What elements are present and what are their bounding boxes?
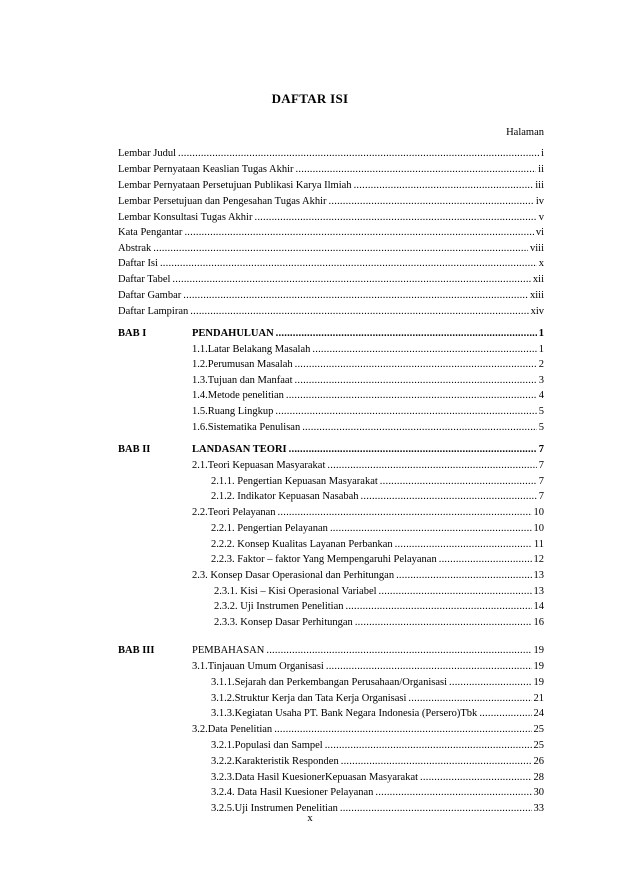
toc-entry[interactable]: [211, 676, 544, 690]
toc-entry-label: Daftar Gambar: [118, 290, 182, 301]
toc-entry-page: v: [538, 212, 544, 223]
toc-entry[interactable]: [118, 273, 544, 287]
toc-entry-page: 7: [538, 444, 544, 455]
toc-entry-page: 2: [538, 359, 544, 370]
toc-entry-page: viii: [529, 243, 544, 254]
toc-entry-label: 2.1.1. Pengertian Kepuasan Masyarakat: [211, 476, 378, 487]
toc-entry[interactable]: [214, 600, 544, 614]
toc-entry[interactable]: [214, 616, 544, 630]
toc-entry-label: Abstrak: [118, 243, 152, 254]
toc-entry[interactable]: [192, 405, 544, 419]
toc-entry-page: 30: [533, 787, 544, 798]
toc-entry-page: 28: [533, 772, 544, 783]
toc-entry[interactable]: [192, 374, 544, 388]
toc-entry[interactable]: [192, 660, 544, 674]
toc-entry[interactable]: [118, 257, 544, 271]
toc-entry[interactable]: [118, 242, 544, 256]
toc-entry[interactable]: [118, 305, 544, 319]
toc-entry[interactable]: [211, 786, 544, 800]
toc-entry-label: 2.3. Konsep Dasar Operasional dan Perhitungan: [192, 570, 395, 581]
toc-entry[interactable]: [214, 585, 544, 599]
dot-leader: [439, 553, 532, 567]
toc-entry-page: 21: [533, 693, 544, 704]
toc-entry[interactable]: [192, 569, 544, 583]
toc-entry-label: Lembar Persetujuan dan Pengesahan Tugas Akhir: [118, 196, 327, 207]
dot-leader: [153, 242, 528, 256]
toc-entry[interactable]: [192, 358, 544, 372]
toc-entry-page: 11: [533, 539, 544, 550]
toc-entry[interactable]: [211, 739, 544, 753]
toc-entry-page: 13: [533, 570, 544, 581]
toc-entry-label: 3.2.5.Uji Instrumen Penelitian: [211, 803, 338, 814]
toc-entry[interactable]: [211, 538, 544, 552]
toc-entry[interactable]: [192, 459, 544, 473]
chapter-heading-entry[interactable]: [192, 644, 544, 658]
toc-entry-page: 14: [533, 601, 544, 612]
toc-entry-label: LANDASAN TEORI: [192, 444, 287, 455]
halaman-label: Halaman: [506, 127, 544, 138]
toc-entry-label: 2.3.2. Uji Instrumen Penelitian: [214, 601, 344, 612]
toc-entry-label: 3.1.3.Kegiatan Usaha PT. Bank Negara Indonesia (Persero)Tbk: [211, 708, 478, 719]
chapter-heading-entry[interactable]: [192, 443, 544, 457]
dot-leader: [449, 676, 532, 690]
toc-entry[interactable]: [211, 771, 544, 785]
toc-entry-page: 10: [533, 523, 544, 534]
dot-leader: [408, 692, 531, 706]
toc-entry[interactable]: [211, 475, 544, 489]
toc-entry[interactable]: [211, 707, 544, 721]
toc-entry-label: 2.2.3. Faktor – faktor Yang Mempengaruhi Pelayanan: [211, 554, 437, 565]
toc-entry-label: Lembar Pernyataan Persetujuan Publikasi Karya Ilmiah: [118, 180, 352, 191]
dot-leader: [325, 739, 532, 753]
toc-entry[interactable]: [211, 522, 544, 536]
page-number: x: [307, 813, 313, 824]
dot-leader: [172, 273, 530, 287]
chapter-label: BAB I: [118, 328, 147, 339]
toc-entry-label: 3.1.2.Struktur Kerja dan Tata Kerja Organisasi: [211, 693, 407, 704]
dot-leader: [274, 723, 531, 737]
dot-leader: [379, 585, 532, 599]
dot-leader: [266, 644, 531, 658]
toc-entry-page: 7: [538, 491, 544, 502]
dot-leader: [295, 374, 537, 388]
toc-entry[interactable]: [192, 723, 544, 737]
toc-entry-page: 12: [533, 554, 544, 565]
toc-entry-page: 26: [533, 756, 544, 767]
toc-entry-page: 7: [538, 476, 544, 487]
toc-entry-page: 1: [538, 328, 544, 339]
toc-entry-label: 3.2.Data Penelitian: [192, 724, 273, 735]
toc-entry-page: 5: [538, 406, 544, 417]
dot-leader: [184, 226, 533, 240]
dot-leader: [380, 475, 537, 489]
toc-entry-page: 1: [538, 344, 544, 355]
toc-entry-label: 1.2.Perumusan Masalah: [192, 359, 293, 370]
dot-leader: [312, 343, 536, 357]
toc-entry-label: 2.2.1. Pengertian Pelayanan: [211, 523, 328, 534]
toc-entry[interactable]: [211, 692, 544, 706]
toc-entry-page: 19: [533, 677, 544, 688]
toc-entry-page: ii: [538, 164, 544, 175]
dot-leader: [296, 163, 537, 177]
toc-entry-label: 1.3.Tujuan dan Manfaat: [192, 375, 293, 386]
toc-entry[interactable]: [118, 195, 544, 209]
toc-entry-page: 25: [533, 740, 544, 751]
toc-entry-label: Daftar Lampiran: [118, 306, 189, 317]
toc-entry-label: 2.3.3. Konsep Dasar Perhitungan: [214, 617, 353, 628]
toc-entry-label: PEMBAHASAN: [192, 645, 265, 656]
toc-entry-label: 2.3.1. Kisi – Kisi Operasional Variabel: [214, 586, 377, 597]
dot-leader: [286, 389, 537, 403]
dot-leader: [330, 522, 532, 536]
dot-leader: [420, 771, 531, 785]
dot-leader: [479, 707, 531, 721]
dot-leader: [345, 600, 531, 614]
toc-entry-page: 3: [538, 375, 544, 386]
chapter-label: BAB II: [118, 444, 151, 455]
toc-entry-label: Lembar Konsultasi Tugas Akhir: [118, 212, 253, 223]
toc-entry-label: 3.2.1.Populasi dan Sampel: [211, 740, 323, 751]
toc-entry-page: xii: [532, 274, 544, 285]
toc-entry-label: 3.2.4. Data Hasil Kuesioner Pelayanan: [211, 787, 374, 798]
toc-entry-page: 13: [533, 586, 544, 597]
toc-entry-label: Daftar Isi: [118, 258, 158, 269]
toc-entry[interactable]: [211, 553, 544, 567]
dot-leader: [395, 538, 532, 552]
dot-leader: [327, 459, 536, 473]
dot-leader: [275, 405, 536, 419]
dot-leader: [178, 147, 539, 161]
toc-entry-page: iv: [535, 196, 544, 207]
toc-entry[interactable]: [118, 163, 544, 177]
toc-entry-label: 3.1.1.Sejarah dan Perkembangan Perusahaan/Organisasi: [211, 677, 447, 688]
toc-entry-label: 3.2.2.Karakteristik Responden: [211, 756, 339, 767]
toc-entry[interactable]: [118, 179, 544, 193]
toc-entry[interactable]: [118, 211, 544, 225]
dot-leader: [355, 616, 532, 630]
dot-leader: [354, 179, 534, 193]
toc-entry[interactable]: [118, 226, 544, 240]
toc-entry-page: 19: [533, 661, 544, 672]
toc-entry[interactable]: [192, 506, 544, 520]
toc-entry[interactable]: [192, 389, 544, 403]
toc-entry-page: iii: [535, 180, 544, 191]
toc-entry-page: 25: [533, 724, 544, 735]
dot-leader: [160, 257, 537, 271]
dot-leader: [341, 755, 532, 769]
toc-entry-label: Lembar Pernyataan Keaslian Tugas Akhir: [118, 164, 294, 175]
toc-entry-page: 24: [533, 708, 544, 719]
chapter-label: BAB III: [118, 645, 155, 656]
toc-entry-page: i: [541, 148, 544, 159]
toc-entry[interactable]: [211, 755, 544, 769]
toc-entry[interactable]: [211, 490, 544, 504]
toc-entry-label: 1.6.Sistematika Penulisan: [192, 422, 301, 433]
dot-leader: [361, 490, 537, 504]
toc-entry-label: Kata Pengantar: [118, 227, 183, 238]
toc-entry-page: 19: [533, 645, 544, 656]
toc-entry-label: 1.4.Metode penelitian: [192, 390, 284, 401]
toc-entry-page: 7: [538, 460, 544, 471]
toc-entry-page: 33: [533, 803, 544, 814]
dot-leader: [278, 506, 532, 520]
toc-entry-label: 1.1.Latar Belakang Masalah: [192, 344, 311, 355]
toc-entry-label: 2.1.Teori Kepuasan Masyarakat: [192, 460, 326, 471]
dot-leader: [326, 660, 532, 674]
toc-entry-page: x: [538, 258, 544, 269]
dot-leader: [254, 211, 536, 225]
chapter-heading-entry[interactable]: [192, 327, 544, 341]
dot-leader: [396, 569, 531, 583]
toc-entry-label: 2.2.Teori Pelayanan: [192, 507, 276, 518]
dot-leader: [375, 786, 531, 800]
toc-entry-label: Lembar Judul: [118, 148, 177, 159]
dot-leader: [289, 443, 537, 457]
toc-entry-label: 3.1.Tinjauan Umum Organisasi: [192, 661, 324, 672]
toc-entry-page: xiv: [530, 306, 544, 317]
toc-entry-page: 5: [538, 422, 544, 433]
toc-entry-label: 3.2.3.Data Hasil KuesionerKepuasan Masyarakat: [211, 772, 419, 783]
toc-entry-label: 2.2.2. Konsep Kualitas Layanan Perbankan: [211, 539, 393, 550]
toc-entry-label: PENDAHULUAN: [192, 328, 274, 339]
toc-entry-label: 2.1.2. Indikator Kepuasan Nasabah: [211, 491, 359, 502]
page-title: DAFTAR ISI: [271, 91, 349, 106]
toc-entry[interactable]: [118, 147, 544, 161]
toc-entry-label: Daftar Tabel: [118, 274, 171, 285]
dot-leader: [276, 327, 537, 341]
toc-entry[interactable]: [192, 343, 544, 357]
dot-leader: [183, 289, 528, 303]
toc-entry-page: 10: [533, 507, 544, 518]
dot-leader: [295, 358, 537, 372]
toc-entry-page: 16: [533, 617, 544, 628]
toc-entry-label: 1.5.Ruang Lingkup: [192, 406, 274, 417]
dot-leader: [302, 421, 537, 435]
toc-entry-page: vi: [535, 227, 544, 238]
toc-entry-page: 4: [538, 390, 544, 401]
dot-leader: [190, 305, 528, 319]
toc-entry-page: xiii: [529, 290, 544, 301]
dot-leader: [329, 195, 534, 209]
toc-entry[interactable]: [192, 421, 544, 435]
toc-entry[interactable]: [118, 289, 544, 303]
